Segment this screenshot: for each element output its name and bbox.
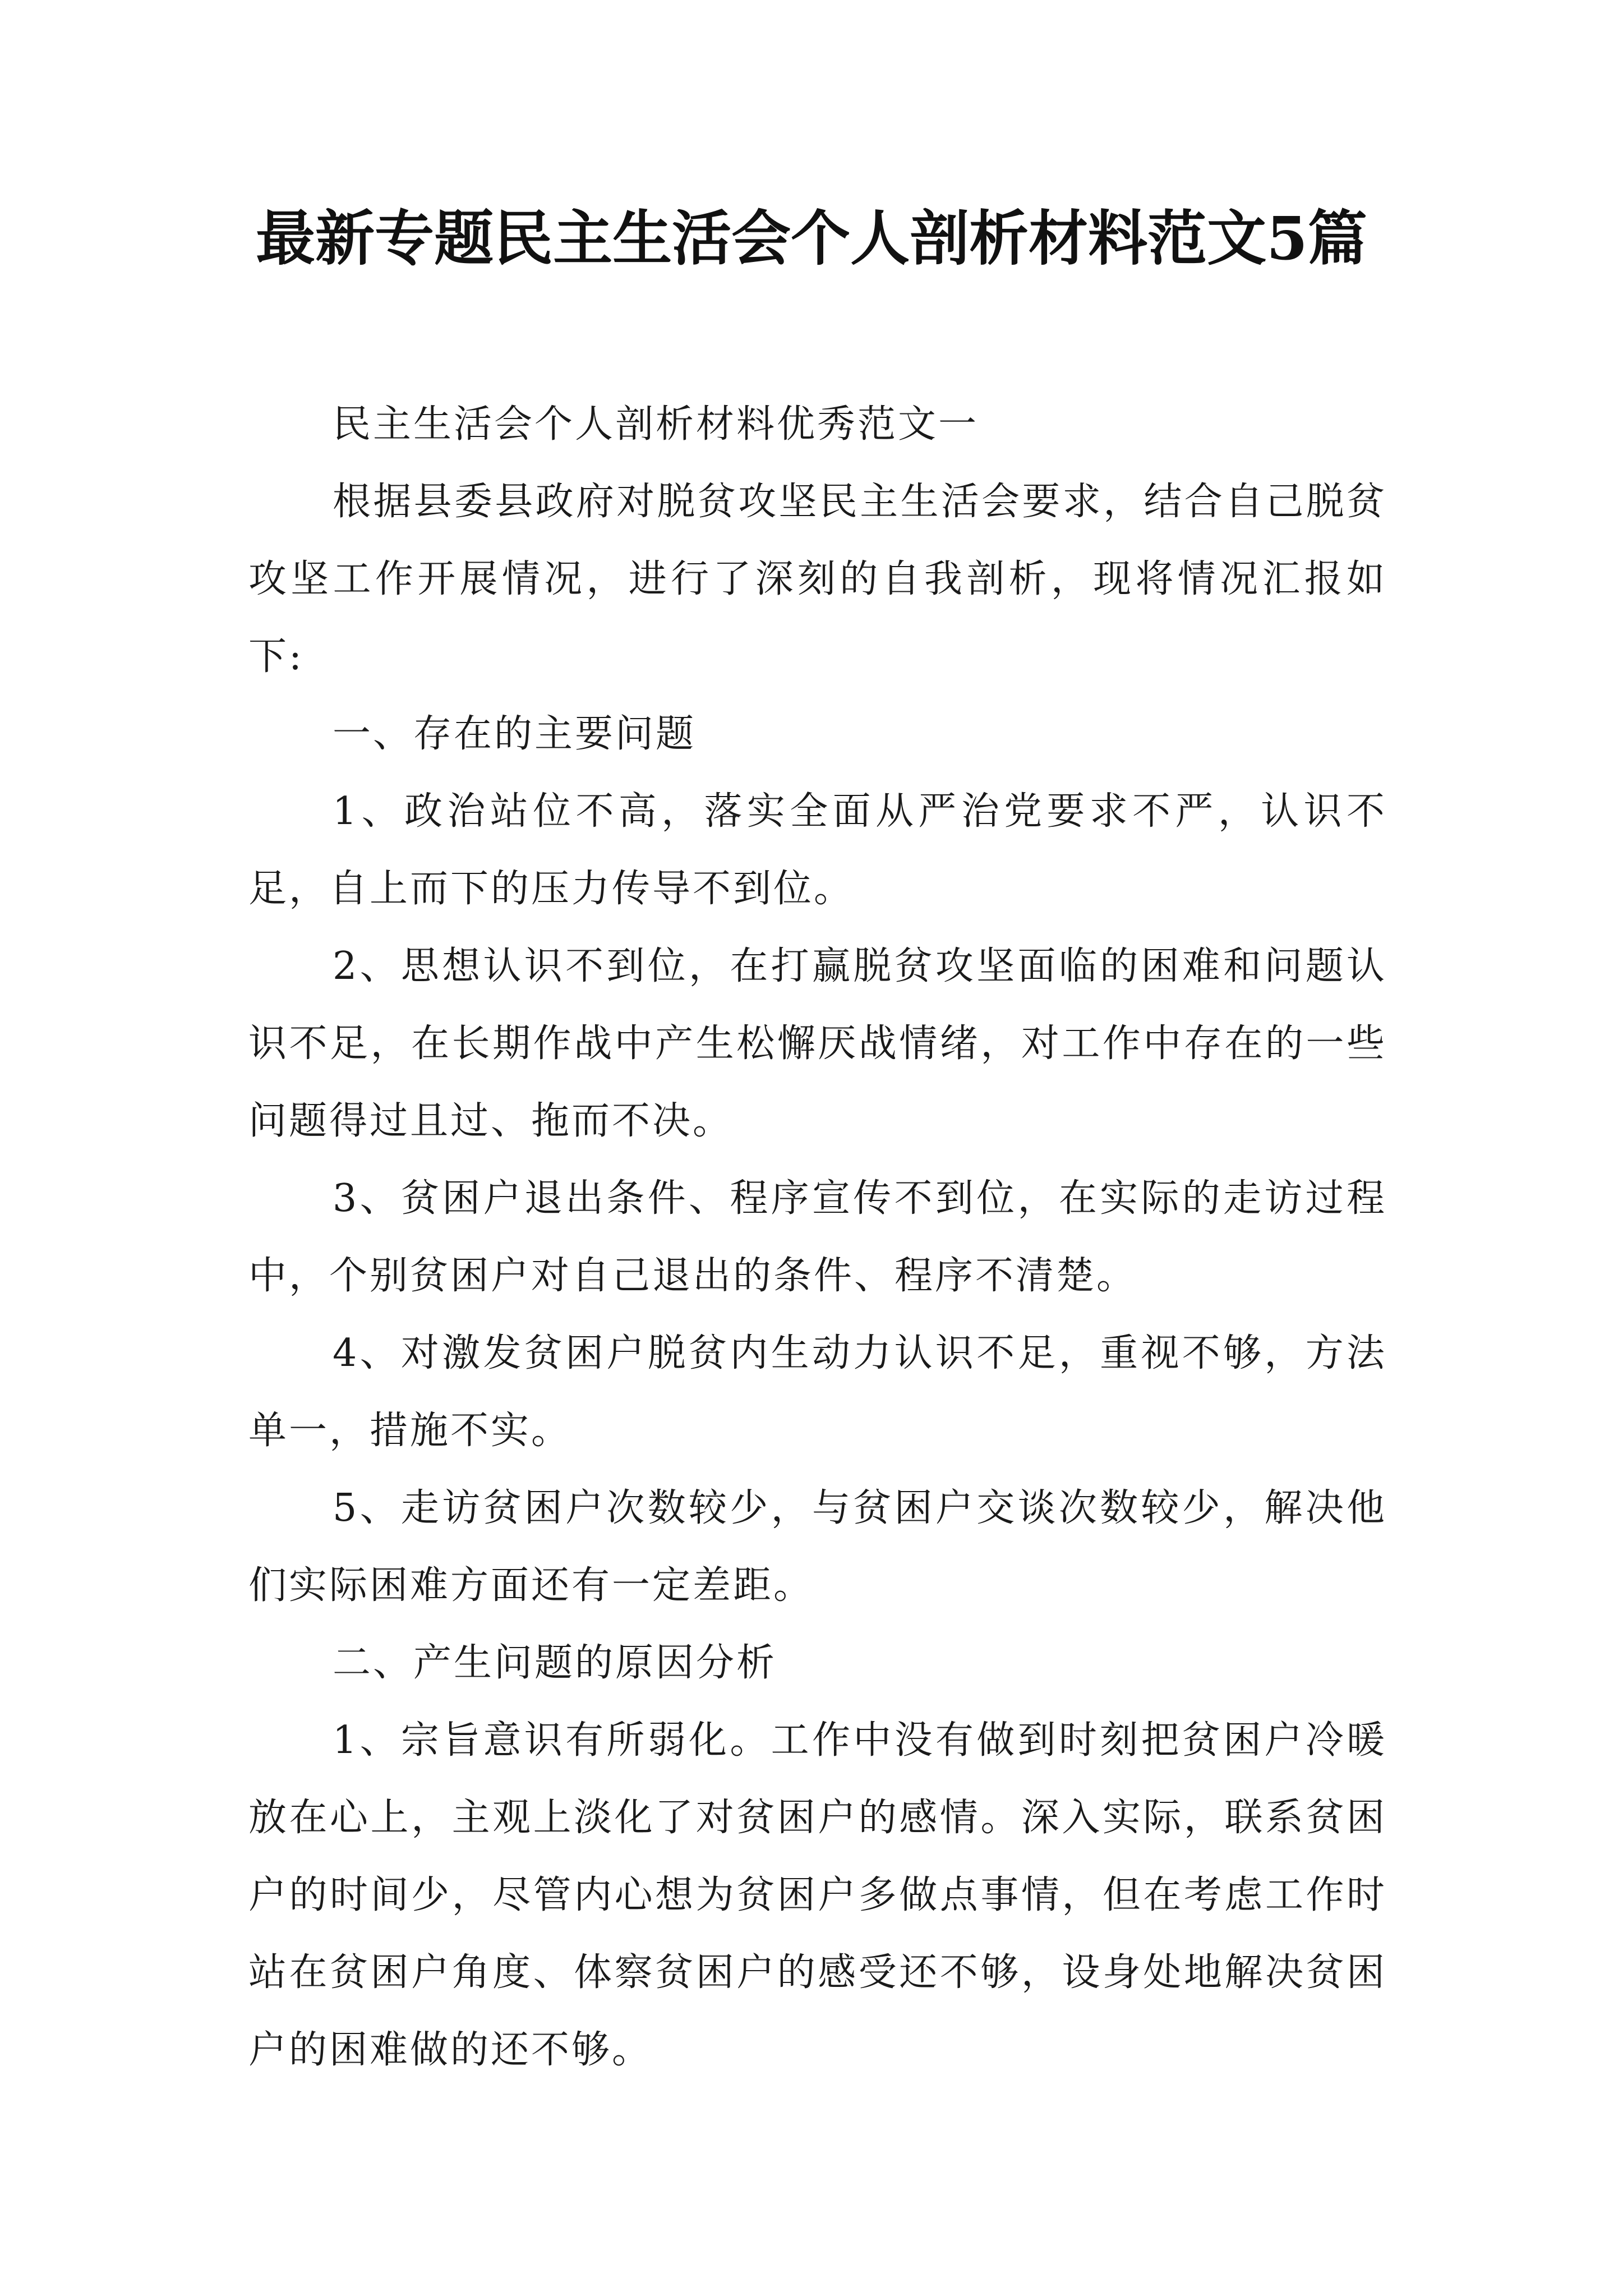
- section-heading: 二、产生问题的原因分析: [333, 1641, 777, 1685]
- list-paragraph: 3、贫困户退出条件、程序宣传不到位，在实际的走访过程中，个别贫困户对自己退出的条件、程序不清楚。: [248, 1176, 1387, 1298]
- list-paragraph: 5、走访贫困户次数较少，与贫困户交谈次数较少，解决他们实际困难方面还有一定差距。: [248, 1486, 1387, 1608]
- document-title: 最新专题民主生活会个人剖析材料范文5篇: [256, 203, 1367, 273]
- document-body: [248, 386, 1387, 2089]
- list-paragraph: 4、对激发贫困户脱贫内生动力认识不足，重视不够，方法单一，措施不实。: [248, 1331, 1387, 1453]
- list-paragraph: 1、宗旨意识有所弱化。工作中没有做到时刻把贫困户冷暖放在心上，主观上淡化了对贫困户的感情。深入实际，联系贫困户的时间少，尽管内心想为贫困户多做点事情，但在考虑工作时站在贫困户角度、体察贫困户的感受还不够，设身处地解决贫困户的困难做的还不够。: [248, 1718, 1387, 2072]
- intro-paragraph: 根据县委县政府对脱贫攻坚民主生活会要求，结合自己脱贫攻坚工作开展情况，进行了深刻的自我剖析，现将情况汇报如下:: [248, 480, 1387, 679]
- section-heading: 一、存在的主要问题: [333, 712, 697, 756]
- list-paragraph: 1、政治站位不高，落实全面从严治党要求不严，认识不足，自上而下的压力传导不到位。: [248, 789, 1387, 911]
- section-heading: 民主生活会个人剖析材料优秀范文一: [333, 402, 979, 447]
- list-paragraph: 2、思想认识不到位，在打赢脱贫攻坚面临的困难和问题认识不足，在长期作战中产生松懈厌战情绪，对工作中存在的一些问题得过且过、拖而不决。: [248, 944, 1387, 1143]
